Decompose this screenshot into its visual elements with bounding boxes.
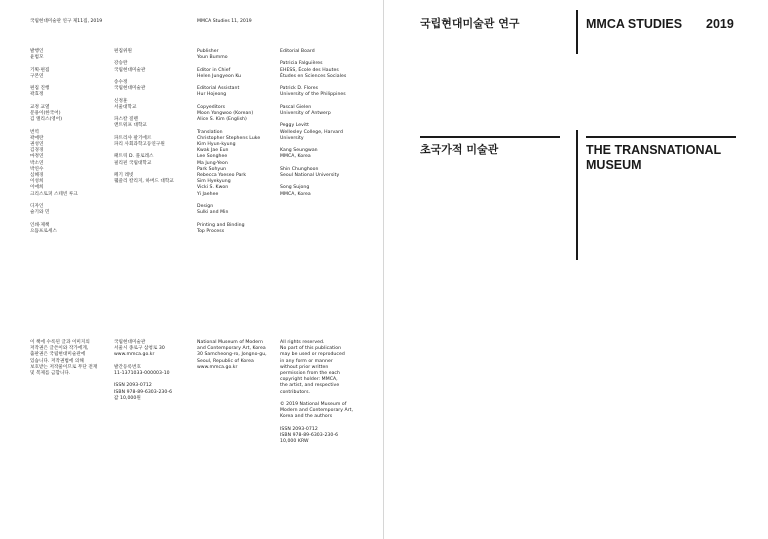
copyright-notice-korean: 이 책에 수록된 글과 이미지의 저작권은 글쓴이와 작가에게, 출판권은 국립현대미술관에 있습니다. 저작권법에 의해 보호받는 저작물이므로 무단 전재 및 복제를 금합니다. [30, 340, 98, 377]
issue-title-english-line1: THE TRANSNATIONAL [586, 143, 722, 157]
right-page-title [384, 0, 768, 539]
journal-year: 2019 [706, 17, 734, 31]
staff-credits-korean: 발행인 윤범모 기획·편집 구본연 편집 진행 곽효정 교정 교열 문용이(한국어) 김 앨리스(영어) 번역 곽애란 권성연 김경경 마정연 박소연 박연수 심혜경 이성희 이애희 크리스토퍼 스테빈 루크 디자인 슬기와 민 인쇄·제책 으뜸프로세스 [30, 49, 78, 234]
editorial-board-korean: 편집위원 강승완 국립현대미술관 송수정 국립현대미술관 신정훈 서울대학교 파스칼 질렌 앤트워프 대학교 파트리샤 팔기에르 파리 사회과학고등연구원 패트릭 D. 플로레스 필리핀 국립대학교 페기 레빗 웰즐리 칼리지, 하버드 대학교 [114, 49, 174, 185]
issue-title-korean: 초국가적 미술관 [420, 143, 499, 156]
journal-title-korean: 국립현대미술관 연구 [420, 17, 520, 30]
section-rule-right [586, 136, 736, 138]
publisher-info-english: National Museum of Modern and Contemporary Art, Korea 30 Samcheong-ro, Jongno-gu, Seoul, Republic of Korea www.mmca.go.kr [197, 340, 267, 370]
running-header-english: MMCA Studies 11, 2019 [197, 19, 252, 24]
issue-title-english-line2: MUSEUM [586, 158, 642, 172]
running-header-korean: 국립현대미술관 연구 제11집, 2019 [30, 19, 103, 24]
publisher-info-korean: 국립현대미술관 서울시 종로구 삼청로 30 www.mmca.go.kr 발간등록번호 11-1371033-000003-10 ISSN 2093-0712 ISBN 978-89-6303-230-6 값 10,000원 [114, 340, 173, 401]
copyright-notice-english: All rights reserved. No part of this publication may be used or reproduced in any form or manner without prior written permission from the each copyright holder: MMCA, the artist, and respective contributors. © 2019 National Museum of Modern and Contemporary Art, Korea and the authors ISSN 2093-0712 ISBN 978-89-6303-230-6 10,000 KRW [280, 340, 354, 445]
editorial-board-english: Editorial Board Patricia Falguières EHESS, École des Hautes Études en Sciences Sociales Patrick D. Flores University of the Philippines Pascal Gielen University of Antwerp Peggy Levitt Wellesley College, Harvard University Kang Seungwan MMCA, Korea Shin Chunghoon Seoul National University Song Sujong MMCA, Korea [280, 49, 347, 197]
title-divider-vertical [576, 10, 578, 54]
staff-credits-english: Publisher Youn Bummo Editor in Chief Helen Jungyeon Ku Editorial Assistant Hur Hojeong Copyeditors Moon Yongwoo (Korean) Alice S. Kim (English) Translation Christopher Stephens Luke Kim Hyun-kyung Kwak Jae Eun Lee Songhee Ma Jung-Yeon Park Sohyun Rebecca Yoeseo Park Sim Hyekyung Vicki S. Kwon Yi Jaehee Design Sulki and Min Printing and Binding Top Process [197, 49, 261, 234]
journal-title-english: MMCA STUDIES [586, 17, 683, 31]
subtitle-divider-vertical [576, 130, 578, 260]
section-rule-left [420, 136, 560, 138]
